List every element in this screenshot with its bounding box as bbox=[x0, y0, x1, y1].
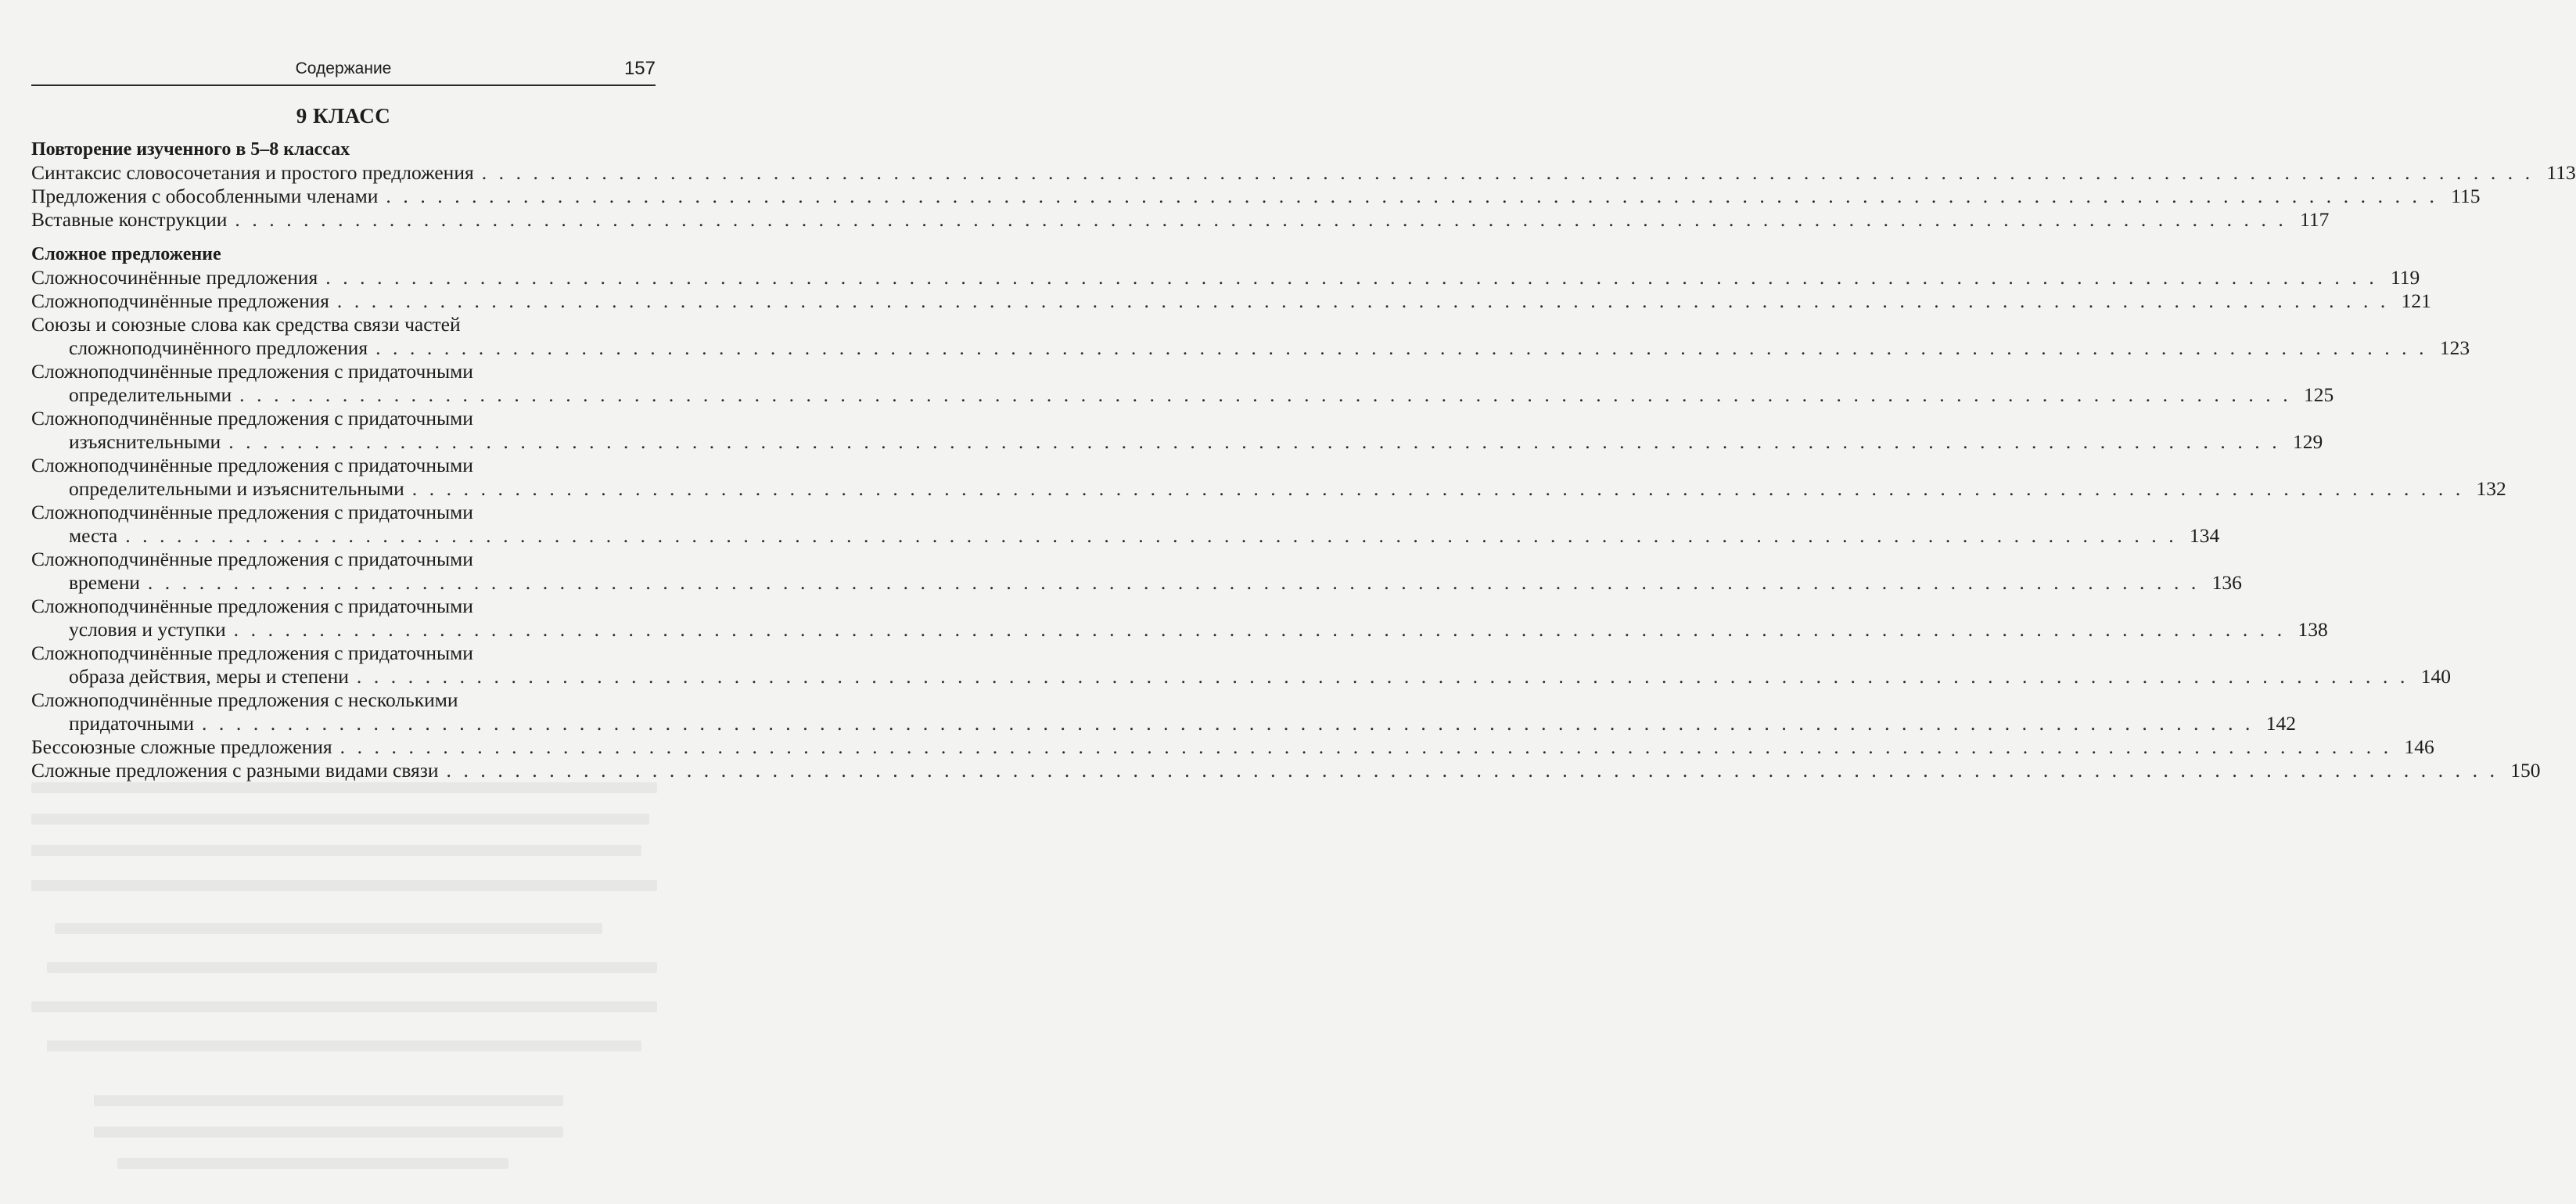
dot-leader: . . . . . . . . . . . . . . . . . . . . . . . . . . . . . . . . . . . . . . . . . . . . . . . . . . . . . . . . . . . . . . . . . . . . . . . . . . . . . . . . . . . . . . . . . . . . . . . . . . . . . . . . . . . . . . . . . . . . . . . . bbox=[325, 266, 2378, 289]
toc-entry-title: времени bbox=[69, 571, 140, 594]
toc-entry-line bbox=[31, 336, 2470, 360]
toc-entry-line bbox=[31, 477, 2506, 501]
dot-leader: . . . . . . . . . . . . . . . . . . . . . . . . . . . . . . . . . . . . . . . . . . . . . . . . . . . . . . . . . . . . . . . . . . . . . . . . . . . . . . . . . . . . . . . . . . . . . . . . . . . . . . . . . . . . . . . . . . . . . . . . bbox=[233, 618, 2286, 641]
dot-leader: . . . . . . . . . . . . . . . . . . . . . . . . . . . . . . . . . . . . . . . . . . . . . . . . . . . . . . . . . . . . . . . . . . . . . . . . . . . . . . . . . . . . . . . . . . . . . . . . . . . . . . . . . . . . . . . . . . . . . . . . bbox=[411, 477, 2464, 500]
toc-page-number: 150 bbox=[2510, 759, 2541, 782]
toc-entry-title: Сложноподчинённые предложения с придаточными bbox=[31, 595, 473, 617]
toc-entry-title: сложноподчинённого предложения bbox=[69, 336, 368, 359]
toc-page-number: 142 bbox=[2265, 712, 2296, 735]
toc-entry bbox=[31, 407, 2323, 454]
toc-entry-line bbox=[31, 430, 2323, 454]
running-header bbox=[31, 58, 656, 86]
toc-page-number: 140 bbox=[2420, 665, 2451, 688]
toc-entry-title: Сложноподчинённые предложения с придаточными bbox=[31, 407, 473, 429]
toc-entry-title: Сложные предложения с разными видами связи bbox=[31, 759, 439, 782]
toc-entry-title: Сложноподчинённые предложения с придаточными bbox=[31, 548, 473, 570]
toc-page-number: 115 bbox=[2451, 185, 2481, 207]
dot-leader: . . . . . . . . . . . . . . . . . . . . . . . . . . . . . . . . . . . . . . . . . . . . . . . . . . . . . . . . . . . . . . . . . . . . . . . . . . . . . . . . . . . . . . . . . . . . . . . . . . . . . . . . . . . . . . . . . . . . . . . . bbox=[125, 524, 2178, 547]
toc-entry bbox=[31, 501, 2220, 548]
toc-entry-line bbox=[31, 266, 2420, 289]
toc-entry-title: Союзы и союзные слова как средства связи частей bbox=[31, 313, 461, 336]
toc-entry-title: Сложноподчинённые предложения bbox=[31, 289, 329, 312]
toc-page-number: 129 bbox=[2292, 430, 2323, 453]
toc-entry bbox=[31, 688, 2296, 735]
toc-entry bbox=[31, 360, 2334, 407]
toc-entry-title: определительными bbox=[69, 383, 232, 406]
toc-entry bbox=[31, 642, 2451, 688]
toc-entry-line bbox=[31, 185, 2481, 208]
toc-page-number: 123 bbox=[2439, 336, 2470, 359]
toc-entry-title: Сложноподчинённые предложения с придаточными bbox=[31, 642, 473, 664]
dot-leader: . . . . . . . . . . . . . . . . . . . . . . . . . . . . . . . . . . . . . . . . . . . . . . . . . . . . . . . . . . . . . . . . . . . . . . . . . . . . . . . . . . . . . . . . . . . . . . . . . . . . . . . . . . . . . . . . . . . . . . . . bbox=[356, 665, 2409, 688]
toc-entry bbox=[31, 595, 2328, 642]
toc-entry bbox=[31, 313, 2470, 360]
toc-entry bbox=[31, 185, 2481, 208]
toc-entry-title: Сложноподчинённые предложения с придаточными bbox=[31, 454, 473, 476]
toc-entry-line bbox=[31, 759, 2541, 782]
toc-entry-title: места bbox=[69, 524, 118, 547]
dot-leader: . . . . . . . . . . . . . . . . . . . . . . . . . . . . . . . . . . . . . . . . . . . . . . . . . . . . . . . . . . . . . . . . . . . . . . . . . . . . . . . . . . . . . . . . . . . . . . . . . . . . . . . . . . . . . . . . . . . . . . . . bbox=[235, 208, 2287, 231]
bleed-through-block bbox=[94, 1095, 563, 1106]
dot-leader: . . . . . . . . . . . . . . . . . . . . . . . . . . . . . . . . . . . . . . . . . . . . . . . . . . . . . . . . . . . . . . . . . . . . . . . . . . . . . . . . . . . . . . . . . . . . . . . . . . . . . . . . . . . . . . . . . . . . . . . . bbox=[201, 712, 2254, 735]
toc-entry-title: изъяснительными bbox=[69, 430, 221, 453]
toc-entry-title: Сложноподчинённые предложения с придаточными bbox=[31, 360, 473, 383]
toc-entry-title: Вставные конструкции bbox=[31, 208, 228, 231]
toc-entry-title: условия и уступки bbox=[69, 618, 226, 641]
dot-leader: . . . . . . . . . . . . . . . . . . . . . . . . . . . . . . . . . . . . . . . . . . . . . . . . . . . . . . . . . . . . . . . . . . . . . . . . . . . . . . . . . . . . . . . . . . . . . . . . . . . . . . . . . . . . . . . . . . . . . . . . bbox=[239, 383, 2292, 406]
toc-page-number: 134 bbox=[2189, 524, 2220, 547]
toc-entry-line bbox=[31, 289, 2431, 313]
dot-leader: . . . . . . . . . . . . . . . . . . . . . . . . . . . . . . . . . . . . . . . . . . . . . . . . . . . . . . . . . . . . . . . . . . . . . . . . . . . . . . . . . . . . . . . . . . . . . . . . . . . . . . . . . . . . . . . . . . . . . . . . bbox=[336, 289, 2389, 312]
toc-entry bbox=[31, 454, 2506, 501]
header-title: Содержание bbox=[295, 59, 392, 77]
dot-leader: . . . . . . . . . . . . . . . . . . . . . . . . . . . . . . . . . . . . . . . . . . . . . . . . . . . . . . . . . . . . . . . . . . . . . . . . . . . . . . . . . . . . . . . . . . . . . . . . . . . . . . . . . . . . . . . . . . . . . . . . bbox=[386, 185, 2438, 207]
toc-entry bbox=[31, 161, 2576, 185]
dot-leader: . . . . . . . . . . . . . . . . . . . . . . . . . . . . . . . . . . . . . . . . . . . . . . . . . . . . . . . . . . . . . . . . . . . . . . . . . . . . . . . . . . . . . . . . . . . . . . . . . . . . . . . . . . . . . . . . . . . . . . . . bbox=[147, 571, 2200, 594]
toc-entry-title: Сложноподчинённые предложения с придаточными bbox=[31, 501, 473, 523]
dot-leader: . . . . . . . . . . . . . . . . . . . . . . . . . . . . . . . . . . . . . . . . . . . . . . . . . . . . . . . . . . . . . . . . . . . . . . . . . . . . . . . . . . . . . . . . . . . . . . . . . . . . . . . . . . . . . . . . . . . . . . . . bbox=[340, 735, 2392, 758]
toc-entry-title: Бессоюзные сложные предложения bbox=[31, 735, 332, 758]
toc-entry-title: придаточными bbox=[69, 712, 194, 735]
toc-entry-line bbox=[31, 161, 2576, 185]
toc-entry-title: образа действия, меры и степени bbox=[69, 665, 349, 688]
toc-entry bbox=[31, 266, 2420, 289]
toc-entry bbox=[31, 208, 2330, 232]
bleed-through-block bbox=[31, 782, 657, 793]
toc-page-number: 125 bbox=[2303, 383, 2334, 406]
toc-entry-title: Сложносочинённые предложения bbox=[31, 266, 318, 289]
toc-page-number: 146 bbox=[2404, 735, 2434, 758]
bleed-through-block bbox=[31, 845, 641, 856]
dot-leader: . . . . . . . . . . . . . . . . . . . . . . . . . . . . . . . . . . . . . . . . . . . . . . . . . . . . . . . . . . . . . . . . . . . . . . . . . . . . . . . . . . . . . . . . . . . . . . . . . . . . . . . . . . . . . . . . . . . . . . . . bbox=[446, 759, 2499, 782]
toc-entry-line bbox=[31, 665, 2451, 688]
toc-entry-title: Предложения с обособленными членами bbox=[31, 185, 379, 207]
toc-page-number: 138 bbox=[2298, 618, 2328, 641]
bleed-through-block bbox=[94, 1127, 563, 1138]
toc-entry-title: Сложноподчинённые предложения с несколькими bbox=[31, 688, 458, 711]
dot-leader: . . . . . . . . . . . . . . . . . . . . . . . . . . . . . . . . . . . . . . . . . . . . . . . . . . . . . . . . . . . . . . . . . . . . . . . . . . . . . . . . . . . . . . . . . . . . . . . . . . . . . . . . . . . . . . . . . . . . . . . . bbox=[228, 430, 2281, 453]
toc-entry-line bbox=[31, 735, 2434, 759]
bleed-through-block bbox=[31, 814, 649, 825]
toc-entry-line bbox=[31, 712, 2296, 735]
toc-entry-line bbox=[31, 383, 2334, 407]
toc-page-number: 113 bbox=[2546, 161, 2576, 184]
toc-entry-title: определительными и изъяснительными bbox=[69, 477, 404, 500]
bleed-through-block bbox=[117, 1158, 508, 1169]
toc-page-number: 117 bbox=[2300, 208, 2330, 231]
toc-page-number: 132 bbox=[2476, 477, 2506, 500]
toc-entry-line bbox=[31, 208, 2330, 232]
dot-leader: . . . . . . . . . . . . . . . . . . . . . . . . . . . . . . . . . . . . . . . . . . . . . . . . . . . . . . . . . . . . . . . . . . . . . . . . . . . . . . . . . . . . . . . . . . . . . . . . . . . . . . . . . . . . . . . . . . . . . . . . bbox=[375, 336, 2428, 359]
toc-entry-line bbox=[31, 571, 2242, 595]
bleed-through-block bbox=[55, 923, 602, 934]
toc-entry-line bbox=[31, 524, 2220, 548]
bleed-through-block bbox=[31, 1001, 657, 1012]
bleed-through-block bbox=[47, 962, 657, 973]
grade-title: 9 КЛАСС bbox=[296, 104, 391, 128]
section-heading: Повторение изученного в 5–8 классах bbox=[31, 139, 350, 160]
toc-entry bbox=[31, 735, 2434, 759]
header-page-number: 157 bbox=[623, 58, 656, 79]
toc-entry-line bbox=[31, 618, 2328, 642]
dot-leader: . . . . . . . . . . . . . . . . . . . . . . . . . . . . . . . . . . . . . . . . . . . . . . . . . . . . . . . . . . . . . . . . . . . . . . . . . . . . . . . . . . . . . . . . . . . . . . . . . . . . . . . . . . . . . . . . . . . . . . . . bbox=[481, 161, 2534, 184]
table-of-contents bbox=[31, 138, 2576, 782]
toc-page-number: 121 bbox=[2401, 289, 2431, 312]
toc-entry-title: Синтаксис словосочетания и простого предложения bbox=[31, 161, 474, 184]
toc-page-number: 136 bbox=[2211, 571, 2242, 594]
toc-entry bbox=[31, 759, 2541, 782]
toc-entry bbox=[31, 289, 2431, 313]
toc-page-number: 119 bbox=[2391, 266, 2420, 289]
section-gap bbox=[31, 232, 656, 243]
toc-entry bbox=[31, 548, 2242, 595]
bleed-through-block bbox=[31, 880, 657, 891]
section-heading: Сложное предложение bbox=[31, 244, 221, 264]
bleed-through-block bbox=[47, 1040, 641, 1051]
